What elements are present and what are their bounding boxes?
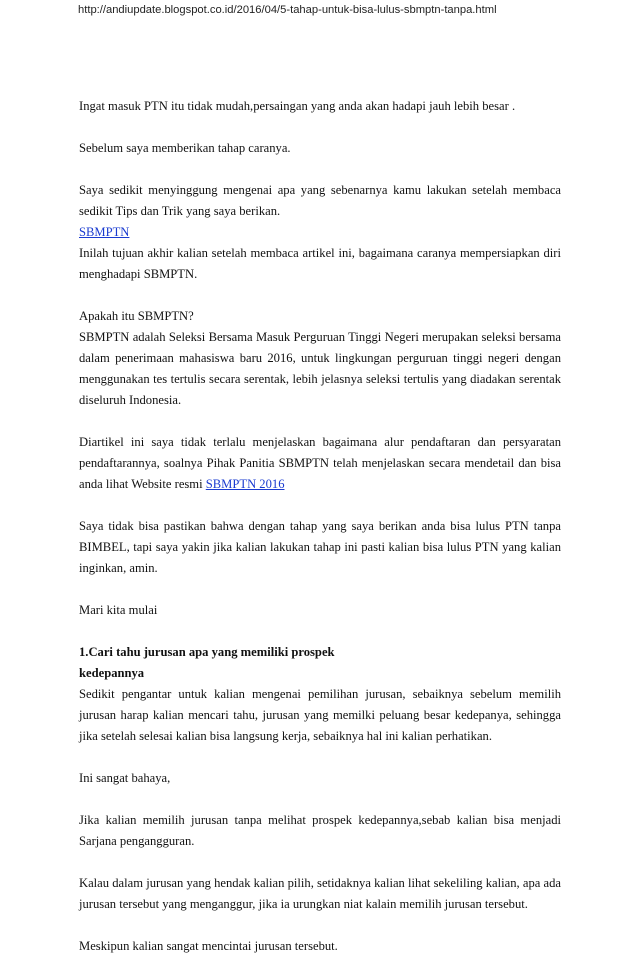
paragraph: Ingat masuk PTN itu tidak mudah,persaingan yang anda akan hadapi jauh lebih besar .	[79, 99, 516, 113]
paragraph	[79, 432, 561, 495]
paragraph: Ini sangat bahaya,	[79, 771, 171, 785]
paragraph: Meskipun kalian sangat mencintai jurusan tersebut.	[79, 939, 338, 953]
paragraph: SBMPTN adalah Seleksi Bersama Masuk Perguruan Tinggi Negeri merupakan seleksi bersama dalam penerimaan mahasiswa baru 2016, untuk lingkungan perguruan tinggi negeri dengan menggunakan tes tertulis secara serentak, lebih jelasnya seleksi tertulis yang diadakan serentak diseluruh Indonesia.	[79, 330, 561, 407]
paragraph: Jika kalian memilih jurusan tanpa melihat prospek kedepannya,sebab kalian bisa menjadi Sarjana pengangguran.	[79, 813, 561, 848]
section-question: Apakah itu SBMPTN?	[79, 309, 194, 323]
sbmptn-2016-link[interactable]: SBMPTN 2016	[205, 477, 285, 491]
section-heading-continued: kedepannya	[79, 666, 145, 680]
page-url: http://andiupdate.blogspot.co.id/2016/04/5-tahap-untuk-bisa-lulus-sbmptn-tanpa.html	[78, 4, 497, 16]
paragraph: Saya tidak bisa pastikan bahwa dengan tahap yang saya berikan anda bisa lulus PTN tanpa BIMBEL, tapi saya yakin jika kalian lakukan tahap ini pasti kalian bisa lulus PTN yang kalian inginkan, amin.	[79, 519, 561, 575]
paragraph: Sebelum saya memberikan tahap caranya.	[79, 141, 291, 155]
paragraph: Mari kita mulai	[79, 603, 158, 617]
section-heading: 1.Cari tahu jurusan apa yang memiliki prospek	[79, 645, 335, 659]
sbmptn-link[interactable]: SBMPTN	[79, 225, 130, 239]
paragraph: Saya sedikit menyinggung mengenai apa yang sebenarnya kamu lakukan setelah membaca sedikit Tips dan Trik yang saya berikan.	[79, 183, 561, 218]
paragraph-text: Diartikel ini saya tidak terlalu menjelaskan bagaimana alur pendaftaran dan persyaratan pendaftarannya, soalnya Pihak Panitia SBMPTN telah menjelaskan secara mendetail dan bisa anda lihat Website resmi	[79, 435, 561, 491]
paragraph: Sedikit pengantar untuk kalian mengenai pemilihan jurusan, sebaiknya sebelum memilih jurusan harap kalian mencari tahu, jurusan yang memilki peluang besar kedepanya, sehingga jika setelah selesai kalian bisa langsung kerja, sebaiknya hal ini kalian perhatikan.	[79, 687, 561, 743]
paragraph: Inilah tujuan akhir kalian setelah membaca artikel ini, bagaimana caranya mempersiapkan diri menghadapi SBMPTN.	[79, 246, 561, 281]
paragraph: Kalau dalam jurusan yang hendak kalian pilih, setidaknya kalian lihat sekeliling kalian, apa ada jurusan tersebut yang menganggur, jika ia urungkan niat kalain memilih jurusan tersebut.	[79, 876, 561, 911]
document-body	[79, 96, 561, 957]
